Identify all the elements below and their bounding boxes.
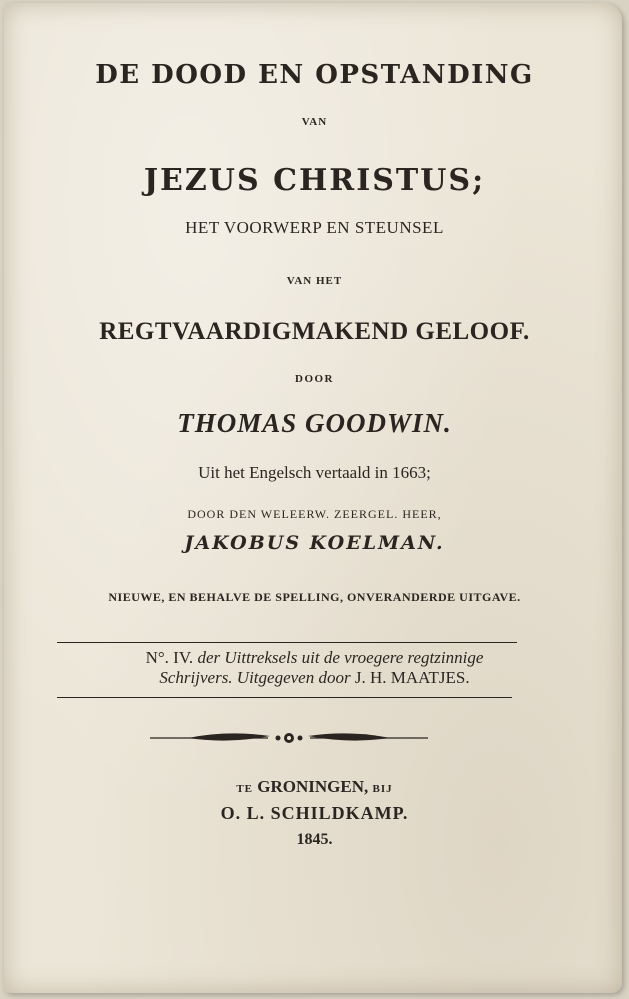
van-label: VAN <box>301 116 328 128</box>
ornament-divider <box>148 728 430 748</box>
translation-note: Uit het Engelsch vertaald in 1663; <box>198 463 431 482</box>
series-rule-top <box>57 642 517 643</box>
imprint-publisher: O. L. SCHILDKAMP. <box>220 803 409 823</box>
series-text-1: der Uittreksels uit de vroegere regtzinnige <box>197 648 484 667</box>
imprint-city: GRONINGEN, <box>257 777 369 796</box>
translator-name: JAKOBUS KOELMAN. <box>184 532 445 554</box>
author-name: THOMAS GOODWIN. <box>177 408 452 438</box>
imprint-te: TE <box>236 783 254 795</box>
imprint-bij: BIJ <box>372 783 393 795</box>
series-rule-bottom <box>57 697 512 698</box>
imprint-year: 1845. <box>296 831 333 848</box>
edition-note: NIEUWE, EN BEHALVE DE SPELLING, ONVERANDERDE UITGAVE. <box>108 590 521 604</box>
series-editor: J. H. MAATJES. <box>354 668 470 687</box>
imprint-place <box>0 777 629 797</box>
translator-prefix: DOOR DEN WELEERW. ZEERGEL. HEER, <box>187 507 442 521</box>
subtitle: HET VOORWERP EN STEUNSEL <box>185 218 444 237</box>
van-het-label: VAN HET <box>286 275 343 287</box>
title-line-2: JEZUS CHRISTUS; <box>143 163 486 198</box>
series-line-1 <box>0 648 629 668</box>
series-line-2 <box>0 668 629 688</box>
series-number: N°. IV. <box>145 648 194 667</box>
title-line-3: REGTVAARDIGMAKEND GELOOF. <box>99 318 530 345</box>
series-text-2: Schrijvers. Uitgegeven door <box>159 668 351 687</box>
door-label: DOOR <box>295 373 334 385</box>
title-line-1: DE DOOD EN OPSTANDING <box>95 60 534 90</box>
